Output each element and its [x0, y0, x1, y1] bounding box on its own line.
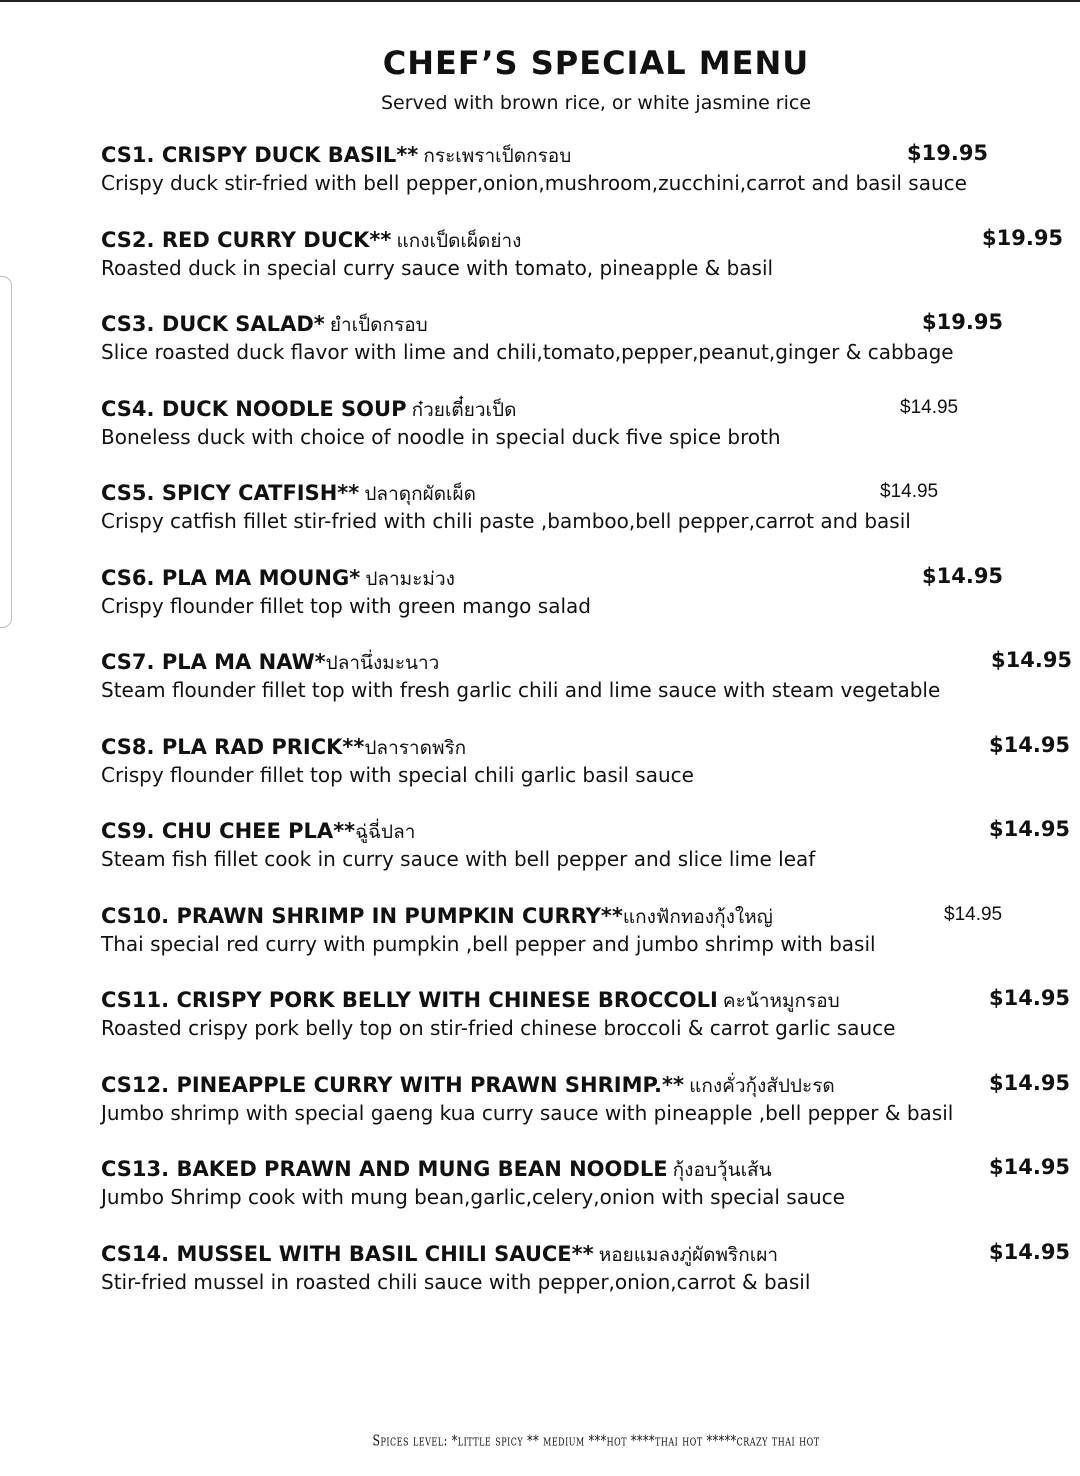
item-thai-name: ฉู่ฉี่ปลา	[355, 821, 416, 843]
item-name: CS3. DUCK SALAD*	[101, 312, 325, 336]
item-price: $14.95	[989, 817, 1071, 841]
menu-item-cs12	[101, 1071, 1080, 1135]
item-description: Roasted crispy pork belly top on stir-fried chinese broccoli & carrot garlic sauce	[101, 1016, 896, 1040]
menu-item-cs6	[101, 564, 1080, 628]
menu-title: CHEF’S SPECIAL MENU	[382, 44, 810, 82]
menu-item-cs1	[101, 141, 1080, 205]
menu-item-cs4	[101, 395, 1080, 459]
item-description: Jumbo Shrimp cook with mung bean,garlic,celery,onion with special sauce	[101, 1185, 845, 1209]
side-drawer-handle[interactable]	[0, 276, 12, 628]
menu-item-cs7	[101, 648, 1080, 712]
item-price: $14.95	[922, 564, 1004, 588]
item-price: $19.95	[922, 310, 1004, 334]
menu-item-cs8	[101, 733, 1080, 797]
spice-level-legend: Spices level: *little spicy ** medium ***hot ****thai hot *****crazy thai hot	[372, 1432, 820, 1450]
item-thai-name: กุ้งอบวุ้นเส้น	[672, 1159, 772, 1181]
top-border	[0, 0, 1080, 2]
item-name: CS11. CRISPY PORK BELLY WITH CHINESE BROCCOLI	[101, 988, 718, 1012]
item-description: Crispy duck stir-fried with bell pepper,onion,mushroom,zucchini,carrot and basil sauce	[101, 171, 967, 195]
item-thai-name: ก๋วยเตี๋ยวเป็ด	[411, 399, 517, 421]
item-description: Crispy flounder fillet top with special chili garlic basil sauce	[101, 763, 694, 787]
item-thai-name: หอยแมลงภู่ผัดพริกเผา	[598, 1244, 779, 1266]
menu-item-cs9	[101, 817, 1080, 881]
item-name: CS8. PLA RAD PRICK**	[101, 735, 365, 759]
item-price: $14.95	[944, 904, 1003, 925]
item-thai-name: ปลาราดพริก	[364, 737, 467, 759]
item-description: Boneless duck with choice of noodle in special duck five spice broth	[101, 425, 781, 449]
item-name: CS5. SPICY CATFISH**	[101, 481, 360, 505]
item-price: $19.95	[982, 226, 1064, 250]
menu-item-cs3	[101, 310, 1080, 374]
item-description: Thai special red curry with pumpkin ,bell pepper and jumbo shrimp with basil	[101, 932, 876, 956]
menu-subtitle: Served with brown rice, or white jasmine rice	[380, 92, 812, 114]
menu-item-cs5	[101, 479, 1080, 543]
item-price: $14.95	[989, 1155, 1071, 1179]
item-name: CS7. PLA MA NAW*	[101, 650, 326, 674]
item-description: Stir-fried mussel in roasted chili sauce with pepper,onion,carrot & basil	[101, 1270, 811, 1294]
item-thai-name: ปลาดุกผัดเผ็ด	[364, 483, 477, 505]
item-name: CS9. CHU CHEE PLA**	[101, 819, 356, 843]
item-price: $14.95	[991, 648, 1073, 672]
item-description: Roasted duck in special curry sauce with tomato, pineapple & basil	[101, 256, 774, 280]
item-name: CS12. PINEAPPLE CURRY WITH PRAWN SHRIMP.**	[101, 1073, 684, 1097]
item-description: Crispy catfish fillet stir-fried with chili paste ,bamboo,bell pepper,carrot and basil	[101, 509, 911, 533]
item-description: Steam flounder fillet top with fresh garlic chili and lime sauce with steam vegetable	[101, 678, 941, 702]
item-name: CS1. CRISPY DUCK BASIL**	[101, 143, 419, 167]
menu-item-cs2	[101, 226, 1080, 290]
item-description: Slice roasted duck flavor with lime and chili,tomato,pepper,peanut,ginger & cabbage	[101, 340, 954, 364]
item-thai-name: กระเพราเป็ดกรอบ	[423, 145, 572, 167]
item-name: CS4. DUCK NOODLE SOUP	[101, 397, 407, 421]
item-price: $14.95	[989, 986, 1071, 1010]
item-name: CS14. MUSSEL WITH BASIL CHILI SAUCE**	[101, 1242, 594, 1266]
item-thai-name: แกงฟักทองกุ้งใหญ่	[622, 906, 773, 928]
item-description: Steam fish fillet cook in curry sauce with bell pepper and slice lime leaf	[101, 847, 816, 871]
menu-item-cs14	[101, 1240, 1080, 1304]
item-price: $14.95	[880, 481, 939, 502]
item-price: $14.95	[900, 397, 959, 418]
item-name: CS10. PRAWN SHRIMP IN PUMPKIN CURRY**	[101, 904, 623, 928]
item-name: CS6. PLA MA MOUNG*	[101, 566, 361, 590]
item-thai-name: คะน้าหมูกรอบ	[722, 990, 840, 1012]
item-thai-name: ปลามะม่วง	[365, 568, 455, 590]
item-thai-name: ยำเป็ดกรอบ	[329, 314, 428, 336]
item-description: Jumbo shrimp with special gaeng kua curry sauce with pineapple ,bell pepper & basil	[101, 1101, 954, 1125]
item-price: $14.95	[989, 1071, 1071, 1095]
item-price: $19.95	[907, 141, 989, 165]
item-thai-name: แกงคั่วกุ้งสัปปะรด	[689, 1075, 835, 1097]
item-description: Crispy flounder fillet top with green mango salad	[101, 594, 591, 618]
menu-item-cs11	[101, 986, 1080, 1050]
item-thai-name: ปลานึ่งมะนาว	[325, 652, 440, 674]
item-price: $14.95	[989, 1240, 1071, 1264]
item-name: CS2. RED CURRY DUCK**	[101, 228, 392, 252]
menu-item-cs10	[101, 902, 1080, 966]
item-price: $14.95	[989, 733, 1071, 757]
item-name: CS13. BAKED PRAWN AND MUNG BEAN NOODLE	[101, 1157, 668, 1181]
item-thai-name: แกงเป็ดเผ็ดย่าง	[396, 230, 522, 252]
menu-item-cs13	[101, 1155, 1080, 1219]
